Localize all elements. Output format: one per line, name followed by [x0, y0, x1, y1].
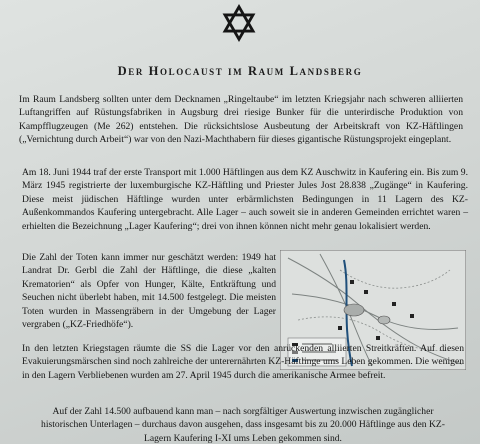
- paragraph-ringeltaube: Im Raum Landsberg sollten unter dem Decknamen „Ringeltaube“ im letzten Kriegsjahr nach schweren alliierten Luftangriffen auf Rüstungsfabriken in Augsburg drei riesige Bunker für die unterirdische Produktion von Kampfflugzeugen (Me 262) entstehen. Die rücksichtslose Ausbeutung der Arbeitskraft von KZ-Häftlingen („Vernichtung durch Arbeit“) war von den Nazi-Machthabern für dieses gigantische Rüstungsprojekt eingeplant.: [19, 94, 463, 146]
- paragraph-estimate: Auf der Zahl 14.500 aufbauend kann man – nach sorgfältiger Auswertung inzwischen zugänglicher historischen Unterlagen – durchaus davon ausgehen, dass insgesamt bis zu 20.000 Häftlinge aus den KZ-Lagern Kaufering I-XI ums Leben gekommen sind.: [41, 406, 445, 444]
- paragraph-transports: Am 18. Juni 1944 traf der erste Transport mit 1.000 Häftlingen aus dem KZ Auschwitz in Kaufering ein. Bis zum 9. März 1945 registrierte der luxemburgische KZ-Häftling und Priester Jules Jost 28.838 „Zugänge“ in Kaufering. Diese meist jüdischen Häftlinge wurden unter erbärmlichsten Bedingungen in 11 Lagern des KZ-Außenkommandos Kaufering untergebracht. Alle Lager – auch soweit sie in anderen Gemeinden errichtet waren – erhielten die Bezeichnung „Lager Kaufering“; drei von ihnen können nicht mehr genau lokalisiert werden.: [22, 167, 468, 232]
- paragraph-liberation: In den letzten Kriegstagen räumte die SS die Lager vor den anrückenden alliierten Streitkräften. Auf diesen Evakuierungsmärschen sind noch zahlreiche der unterernährten KZ-Häftlinge ums Leben gekommen. Die wenigen in den Lagern Verbliebenen wurden am 27. April 1945 durch die amerikanische Armee befreit.: [22, 343, 464, 381]
- sign-title: Der Holocaust im Raum Landsberg: [117, 64, 363, 78]
- paragraph-death-toll: Die Zahl der Toten kann immer nur geschätzt werden: 1949 hat Landrat Dr. Gerbl die Zahl der Häftlinge, die diese „kalten Krematorien“ als Opfer von Hunger, Kälte, Entkräftung und Seuchen nicht überlebt haben, mit 14.500 festgelegt. Die meisten Toten wurden in Massengräbern in der Umgebung der Lager vergraben („KZ-Friedhöfe“).: [22, 252, 276, 331]
- star-of-david-icon: [220, 4, 258, 42]
